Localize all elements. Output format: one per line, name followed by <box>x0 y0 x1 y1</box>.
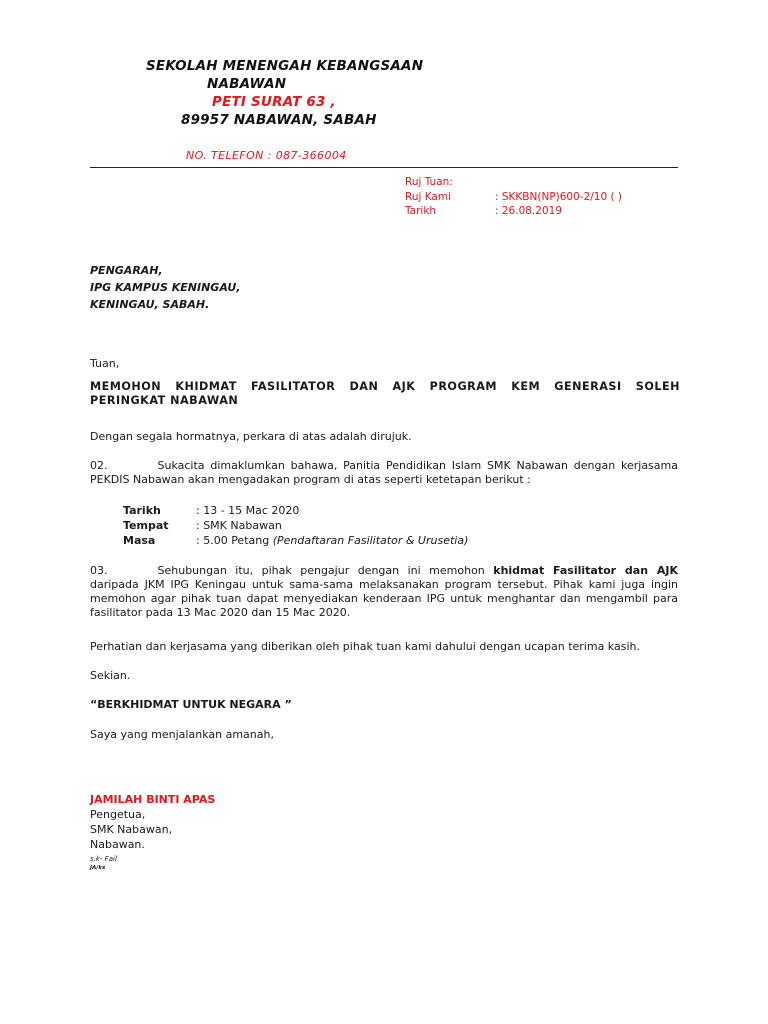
ref-ruj-tuan-label: Ruj Tuan: <box>405 176 453 188</box>
detail-tempat-label: Tempat <box>123 519 169 532</box>
motto: “BERKHIDMAT UNTUK NEGARA ” <box>90 698 292 711</box>
paragraph-03-text-b: daripada JKM IPG Keningau untuk sama-sama melaksanakan program tersebut. Pihak kami juga ingin memohon agar pihak tuan dapat menyediakan kenderaan IPG untuk menghantar dan mengambil para fasilitator pada 13 Mac 2020 dan 15 Mac 2020. <box>90 578 678 619</box>
signatory-title: Pengetua, <box>90 808 146 821</box>
letterhead-town: NABAWAN <box>207 76 287 92</box>
detail-masa-note: (Pendaftaran Fasilitator & Urusetia) <box>272 534 469 547</box>
ref-tarikh-value: : 26.08.2019 <box>495 205 562 217</box>
paragraph-thanks: Perhatian dan kerjasama yang diberikan oleh pihak tuan kami dahului dengan ucapan terima kasih. <box>90 640 640 653</box>
paragraph-03-number: 03. <box>90 564 108 577</box>
closing-sekian: Sekian. <box>90 669 131 682</box>
letterhead-school-name: SEKOLAH MENENGAH KEBANGSAAN <box>146 58 424 74</box>
paragraph-03 <box>90 564 678 620</box>
ref-tarikh-label: Tarikh <box>405 205 437 217</box>
sign-off: Saya yang menjalankan amanah, <box>90 728 274 741</box>
paragraph-03-text-bold: khidmat Fasilitator dan AJK <box>493 564 678 577</box>
detail-tarikh-label: Tarikh <box>123 504 161 517</box>
letterhead-phone-clip <box>186 149 486 160</box>
cc-file: s.k- Fail <box>90 855 117 863</box>
paragraph-02-text: Sukacita dimaklumkan bahawa, Panitia Pendidikan Islam SMK Nabawan dengan kerjasama PEKDIS Nabawan akan mengadakan program di atas seperti ketetapan berikut : <box>90 459 678 486</box>
recipient-line-3: KENINGAU, SABAH. <box>90 298 210 311</box>
paragraph-03-text-a: Sehubungan itu, pihak pengajur dengan ini memohon <box>157 564 494 577</box>
detail-masa-time: : 5.00 Petang <box>196 534 273 547</box>
signatory-place: Nabawan. <box>90 838 145 851</box>
detail-tarikh-value: : 13 - 15 Mac 2020 <box>196 504 300 517</box>
paragraph-02 <box>90 459 678 487</box>
recipient-line-1: PENGARAH, <box>90 264 163 277</box>
signatory-name: JAMILAH BINTI APAS <box>90 793 216 806</box>
detail-masa-label: Masa <box>123 534 156 547</box>
ref-ruj-kami-value: : SKKBN(NP)600-2/10 ( ) <box>495 191 623 203</box>
cc-initials: JA/ks <box>90 865 106 871</box>
signatory-org: SMK Nabawan, <box>90 823 173 836</box>
letter-subject: MEMOHON KHIDMAT FASILITATOR DAN AJK PROGRAM KEM GENERASI SOLEH PERINGKAT NABAWAN <box>90 380 680 407</box>
letterhead-divider <box>90 167 678 168</box>
letterhead-po-box: PETI SURAT 63 , <box>212 94 336 110</box>
ref-ruj-kami-label: Ruj Kami <box>405 191 452 203</box>
recipient-line-2: IPG KAMPUS KENINGAU, <box>90 281 241 294</box>
paragraph-02-number: 02. <box>90 459 108 472</box>
salutation: Tuan, <box>90 357 120 370</box>
opening-line: Dengan segala hormatnya, perkara di atas adalah dirujuk. <box>90 430 412 443</box>
detail-tempat-value: : SMK Nabawan <box>196 519 282 532</box>
detail-masa-value <box>196 534 468 547</box>
letterhead-phone: NO. TELEFON : 087-366004 <box>186 149 347 160</box>
letterhead-postcode: 89957 NABAWAN, SABAH <box>181 112 377 128</box>
